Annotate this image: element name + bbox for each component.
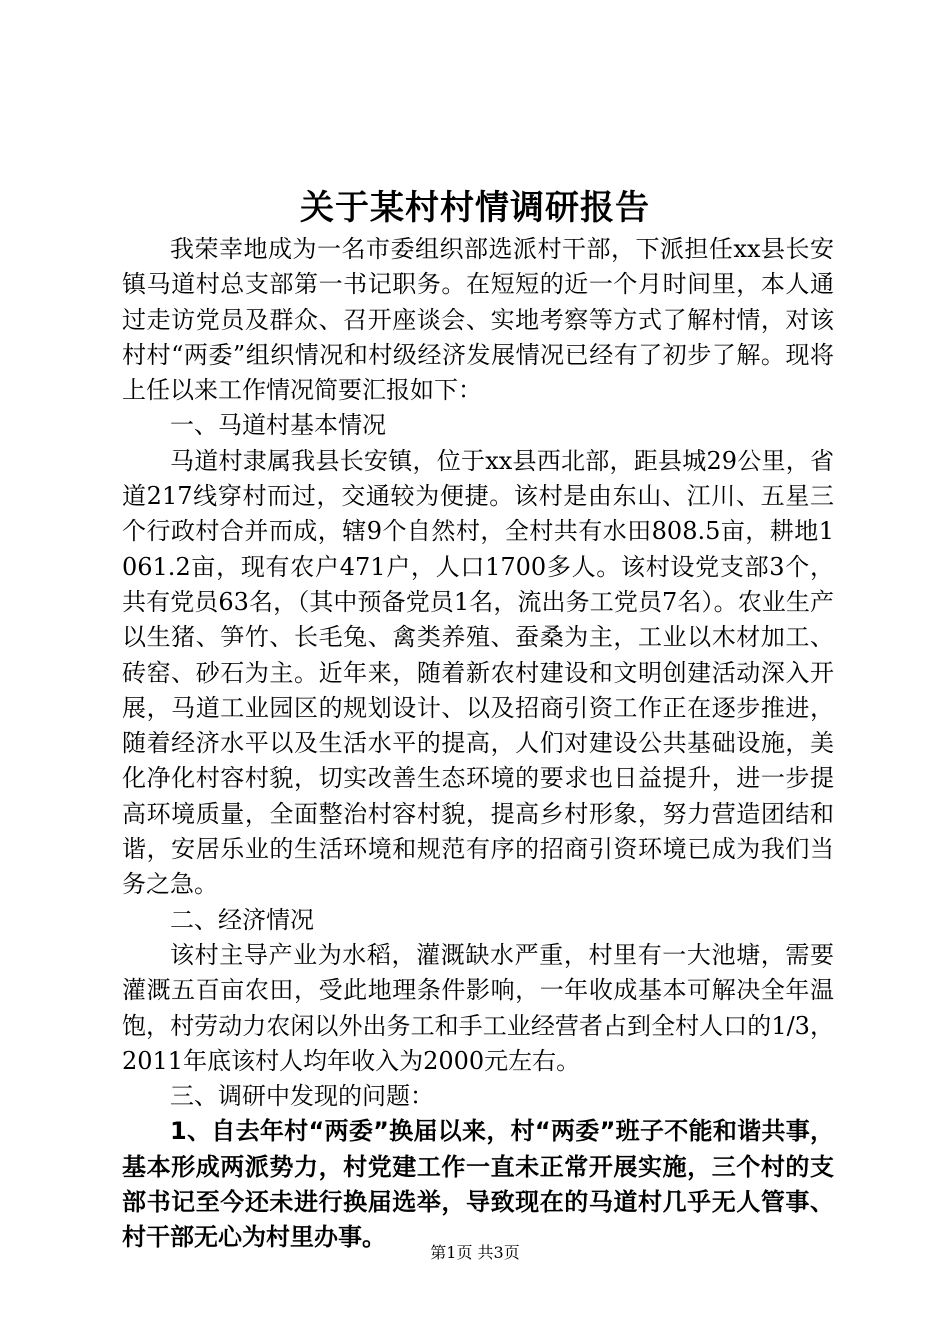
section-heading-problems: 三、调研中发现的问题：	[170, 1082, 434, 1111]
section-heading-basic-info: 一、马道村基本情况	[170, 411, 386, 440]
problem-item-1: 1、自去年村“两委”换届以来，村“两委”班子不能和谐共事，基本形成两派势力，村党建工作一直未正常开展实施，三个村的支部书记至今还未进行换届选举，导致现在的马道村几乎无人管事、村干部无心为村里办事。	[122, 1117, 834, 1252]
section-heading-economy: 二、经济情况	[170, 905, 314, 934]
page-number-footer: 第1页 共3页	[430, 1243, 520, 1262]
economy-paragraph: 该村主导产业为水稻，灌溉缺水严重，村里有一大池塘，需要灌溉五百亩农田，受此地理条件影响，一年收成基本可解决全年温饱，村劳动力农闲以外出务工和手工业经营者占到全村人口的1/3，2011年底该村人均年收入为2000元左右。	[122, 940, 834, 1075]
basic-info-paragraph: 马道村隶属我县长安镇，位于xx县西北部，距县城29公里，省道217线穿村而过，交通较为便捷。该村是由东山、江川、五星三个行政村合并而成，辖9个自然村，全村共有水田808.5亩，耕地1061.2亩，现有农户471户，人口1700多人。该村设党支部3个，共有党员63名，（其中预备党员1名，流出务工党员7名）。农业生产以生猪、笋竹、长毛兔、禽类养殖、蚕桑为主，工业以木材加工、砖窑、砂石为主。近年来，随着新农村建设和文明创建活动深入开展，马道工业园区的规划设计、以及招商引资工作正在逐步推进，随着经济水平以及生活水平的提高，人们对建设公共基础设施，美化净化村容村貌，切实改善生态环境的要求也日益提升，进一步提高环境质量，全面整治村容村貌，提高乡村形象，努力营造团结和谐，安居乐业的生活环境和规范有序的招商引资环境已成为我们当务之急。	[122, 446, 834, 899]
document-title: 关于某村村情调研报告	[300, 188, 650, 228]
document-body	[122, 232, 834, 1256]
intro-paragraph: 我荣幸地成为一名市委组织部选派村干部，下派担任xx县长安镇马道村总支部第一书记职务。在短短的近一个月时间里，本人通过走访党员及群众、召开座谈会、实地考察等方式了解村情，对该村村“两委”组织情况和村级经济发展情况已经有了初步了解。现将上任以来工作情况简要汇报如下：	[122, 235, 834, 405]
